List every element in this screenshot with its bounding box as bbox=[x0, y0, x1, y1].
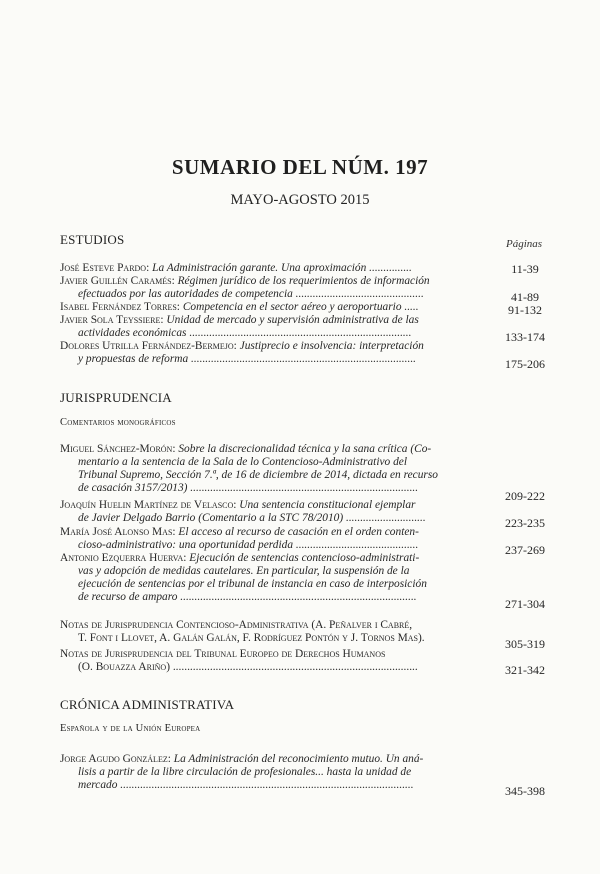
page-range: 321-342 bbox=[505, 663, 545, 677]
toc-entry: José Esteve Pardo: La Administración garante. Una aproximación ............... bbox=[60, 262, 412, 274]
toc-entry: Joaquín Huelin Martínez de Velasco: Una sentencia constitucional ejemplar de Javier Delgado Barrio (Comentario a la STC 78/2010) ............................ bbox=[60, 499, 426, 524]
page-title: SUMARIO DEL NÚM. 197 bbox=[171, 155, 429, 179]
page-range: 223-235 bbox=[505, 516, 545, 530]
page-range: 133-174 bbox=[505, 330, 545, 344]
section-heading-cronica: CRÓNICA ADMINISTRATIVA bbox=[60, 697, 235, 712]
section-heading-estudios: ESTUDIOS bbox=[60, 232, 125, 247]
toc-entry: Jorge Agudo González: La Administración del reconocimiento mutuo. Un aná- lisis a partir de la libre circulación de profesionales... hasta la unidad de mercado ....................................................................................................... bbox=[60, 753, 424, 791]
toc-entry: Javier Guillén Caramés: Régimen jurídico de los requerimientos de información efectuados por las autoridades de competencia ............................................. bbox=[60, 275, 430, 300]
toc-entry: Javier Sola Teyssiere: Unidad de mercado y supervisión administrativa de las actividades económicas .............................................................................. bbox=[60, 314, 419, 339]
pages-column-header: Páginas bbox=[506, 238, 543, 250]
page-range: 209-222 bbox=[505, 489, 545, 503]
page-range: 237-269 bbox=[505, 543, 545, 557]
toc-entry: Miguel Sánchez-Morón: Sobre la discrecionalidad técnica y la sana crítica (Co- mentario a la sentencia de la Sala de lo Contencioso-Administrativo del Tribunal Supremo, Sección 7.ª, de 16 de diciembre de 2014, dictada en recurso de casación 3157/2013) ................................................................................ bbox=[60, 443, 438, 494]
subsection-heading: Española y de la Unión Europea bbox=[60, 723, 201, 734]
page-range: 271-304 bbox=[505, 597, 545, 611]
toc-entry: Dolores Utrilla Fernández-Bermejo: Justiprecio e insolvencia: interpretación y propuestas de reforma ............................................................................... bbox=[60, 340, 424, 365]
toc-entry: Antonio Ezquerra Huerva: Ejecución de sentencias contencioso-administrati- vas y adopción de medidas cautelares. En particular, la suspensión de la ejecución de sentencias por el tribunal de instancia en caso de interposición de recurso de amparo ................................................................................... bbox=[60, 552, 427, 603]
section-heading-jurisprudencia: JURISPRUDENCIA bbox=[60, 390, 172, 405]
page-range: 305-319 bbox=[505, 637, 545, 651]
page-range: 345-398 bbox=[505, 784, 545, 798]
page-range: 41-89 bbox=[511, 290, 539, 304]
toc-entry: Isabel Fernández Torres: Competencia en el sector aéreo y aeroportuario ..... bbox=[60, 301, 419, 313]
toc-entry: María José Alonso Mas: El acceso al recurso de casación en el orden conten- cioso-administrativo: una oportunidad perdida ........................................... bbox=[60, 526, 419, 551]
page-range: 175-206 bbox=[505, 357, 545, 371]
page-range: 11-39 bbox=[511, 262, 539, 276]
page-range: 91-132 bbox=[508, 303, 542, 317]
toc-entry: Notas de Jurisprudencia Contencioso-Administrativa (A. Peñalver i Cabré, T. Font i Llovet, A. Galán Galán, F. Rodríguez Pontón y J. Tornos Mas). bbox=[60, 619, 425, 644]
issue-date: MAYO-AGOSTO 2015 bbox=[230, 192, 370, 208]
subsection-heading: Comentarios monográficos bbox=[60, 417, 176, 428]
toc-entry: Notas de Jurisprudencia del Tribunal Europeo de Derechos Humanos (O. Bouazza Ariño) ...................................................................................... bbox=[60, 648, 418, 673]
